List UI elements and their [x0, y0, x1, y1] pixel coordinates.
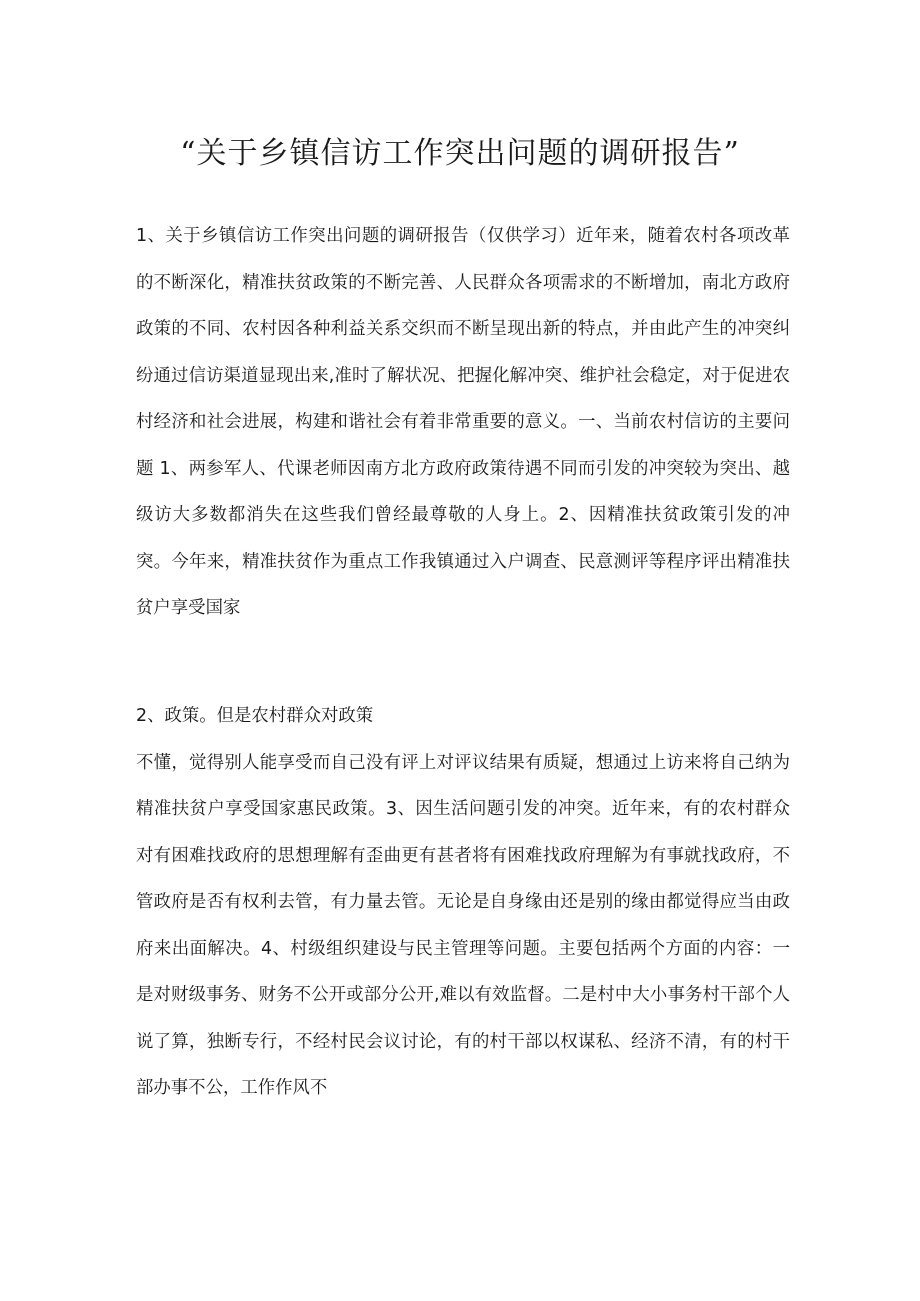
paragraph-2-body: 不懂，觉得别人能享受而自己没有评上对评议结果有质疑，想通过上访来将自己纳为精准扶贫户享受国家惠民政策。3、因生活问题引发的冲突。近年来，有的农村群众对有困难找政府的思想理解有歪曲更有甚者将有困难找政府理解为有事就找政府，不管政府是否有权利去管，有力量去管。无论是自身缘由还是别的缘由都觉得应当由政府来出面解决。4、村级组织建设与民主管理等问题。主要包括两个方面的内容：一是对财级事务、财务不公开或部分公开,难以有效监督。二是村中大小事务村干部个人说了算，独断专行，不经村民会议讨论，有的村干部以权谋私、经济不清，有的村干部办事不公，工作作风不 — [136, 752, 790, 1098]
body-paragraph-1: 1、关于乡镇信访工作突出问题的调研报告（仅供学习）近年来，随着农村各项改革的不断深化，精准扶贫政策的不断完善、人民群众各项需求的不断增加，南北方政府政策的不同、农村因各种利益关系交织而不断呈现出新的特点，并由此产生的冲突纠纷通过信访渠道显现出来,准时了解状况、把握化解冲突、维护社会稳定，对于促进农村经济和社会进展，构建和谐社会有着非常重要的意义。一、当前农村信访的主要问题 1、两参军人、代课老师因南方北方政府政策待遇不同而引发的冲突较为突出、越级访大多数都消失在这些我们曾经最尊敬的人身上。2、因精准扶贫政策引发的冲突。今年来，精准扶贫作为重点工作我镇通过入户调查、民意测评等程序评出精准扶贫户享受国家 — [136, 226, 790, 618]
paragraph-2-lead-line: 2、政策。但是农村群众对政策 — [136, 706, 374, 726]
document-title: “关于乡镇信访工作突出问题的调研报告” — [180, 136, 740, 171]
body-paragraph-2 — [136, 693, 790, 1112]
